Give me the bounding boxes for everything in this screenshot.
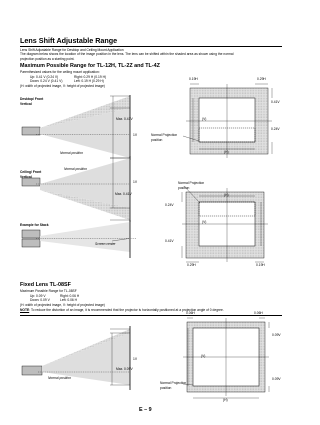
max-range-up: Up: 0.41 V (0.24 V): [30, 74, 59, 79]
fixed-lens-projection-diagram: [22, 326, 130, 390]
ceiling-1v-label: 1V: [133, 180, 138, 184]
fixed-lens-left: Left: 0.06 H: [60, 298, 78, 302]
d2-left-top: 0.24V: [165, 203, 174, 207]
max-range-left: Left: 0.19 H (0.29 H): [74, 79, 104, 83]
fixed-normal-projection-2: position: [160, 385, 172, 390]
d2-bottom-left: 0.29H: [187, 263, 196, 267]
ceiling-vertical-label: Vertical: [20, 174, 32, 179]
fixed-lens-shift-range-diagram: [183, 318, 269, 398]
section-title: Lens Shift Adjustable Range: [20, 36, 118, 45]
fixed-lens-title: Fixed Lens TL-08SF: [20, 282, 71, 288]
fixed-1v-label: 1V: [133, 357, 138, 361]
d1-right-bottom: 0.24V: [271, 127, 280, 131]
intro-line-2: projection position as a starting point.: [20, 56, 75, 61]
fixed-lens-subtitle: Maximum Possible Range for TL-08SF: [20, 289, 77, 293]
fixed-max-label: Max. 0.09V: [116, 367, 133, 371]
max-range-legend: (H: width of projected image, V: height of projected image): [20, 83, 105, 88]
d2-left-bottom: 0.41V: [165, 239, 174, 243]
d1-right-top: 0.41V: [271, 100, 280, 104]
intro-line-1: The diagram below shows the location of the image position in the lens. The lens can be shifted within the shaded area as shown using the normal: [20, 52, 234, 56]
d1-top-left: 0.19H: [189, 77, 198, 81]
desktop-shift-range-diagram: [183, 84, 272, 158]
desktop-max-label: Max. 0.41V: [116, 117, 133, 121]
fixed-right-top: 0.09V: [272, 333, 281, 337]
fixed-lens-up: Up: 0.09 V: [30, 293, 46, 298]
d2-normal-projection-2: position: [178, 185, 190, 190]
d2-h-label: (H): [224, 192, 229, 197]
fixed-right-bottom: 0.09V: [272, 377, 281, 381]
ceiling-normal-position: Normal position: [64, 167, 87, 171]
ceiling-shift-range-diagram: [182, 186, 268, 262]
ceiling-front-label: Ceiling/ Front: [20, 170, 42, 174]
fixed-top-right: 0.06H: [254, 311, 263, 315]
d1-normal-projection-2: position: [151, 137, 163, 142]
d1-top-right: 0.29H: [257, 77, 266, 81]
d2-bottom-right: 0.19H: [256, 263, 265, 267]
fixed-h-label: (H): [223, 398, 228, 402]
desktop-1v-label: 1V: [133, 133, 138, 137]
d1-v-label: (V): [202, 117, 207, 121]
fixed-lens-down: Down: 0.09 V: [30, 298, 50, 302]
max-range-title: Maximum Possible Range for TL-12H, TL-2Z and TL-4Z: [20, 63, 160, 69]
desktop-vertical-label: Vertical: [20, 101, 32, 106]
stack-example-label: Example for Stack: [20, 223, 49, 227]
fixed-lens-right: Right: 0.06 H: [60, 293, 80, 298]
note-label: NOTE: [20, 308, 30, 312]
ceiling-projection-diagram: [22, 156, 130, 222]
note-text: : To reduce the distortion of an image, it is recommended that the projector is horizontally positioned at a projection angle of 0 degree.: [29, 308, 224, 312]
section-subtitle: Lens Shift Adjustable Range for Desktop and Ceiling Mount Application: [20, 47, 124, 52]
max-range-right: Right: 0.29 H (0.19 H): [74, 74, 107, 79]
screen-center-label: Screen center: [95, 242, 116, 246]
fixed-normal-projection-1: Normal Projection: [160, 381, 187, 385]
fixed-top-left: 0.06H: [186, 311, 195, 315]
desktop-front-label: Desktop/ Front: [20, 97, 44, 101]
max-range-down: Down: 0.24 V (0.41 V): [30, 79, 63, 83]
d2-v-label: (V): [202, 220, 207, 224]
ceiling-max-label: Max. 0.41V: [115, 192, 132, 196]
max-range-parenthesized: Parenthesized values for the ceiling mount application:: [20, 70, 100, 74]
d2-normal-projection-1: Normal Projection: [178, 181, 205, 185]
fixed-lens-legend: (H: width of projected image, V: height of projected image): [20, 302, 105, 307]
d1-h-label: (H): [224, 150, 229, 154]
page-number: E – 9: [139, 407, 152, 413]
projector-icon: [22, 366, 42, 375]
fixed-normal-position: Normal position: [48, 376, 71, 380]
d1-normal-projection-1: Normal Projection: [151, 133, 178, 137]
fixed-v-label: (V): [201, 354, 206, 358]
desktop-normal-position: Normal position: [60, 151, 83, 155]
projector-icon: [22, 127, 40, 135]
